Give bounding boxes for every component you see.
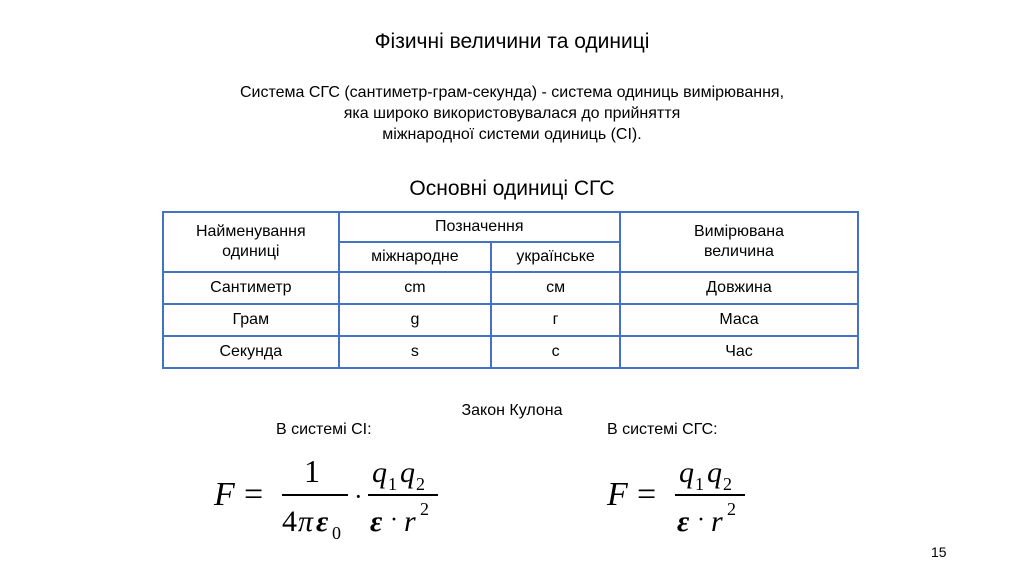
formula-cgs-q2-sub: 2 — [723, 474, 732, 494]
formula-si-q2-sub: 2 — [416, 474, 425, 494]
slide-title: Фізичні величини та одиниці — [374, 30, 650, 53]
header-quantity — [620, 212, 858, 272]
formula-cgs-q2: q — [707, 456, 722, 489]
formula-si-eq: = — [244, 476, 264, 513]
header-international: міжнародне — [339, 242, 492, 272]
formula-si-lhs: F — [214, 476, 235, 513]
formula-si — [212, 447, 452, 552]
formula-si-den1-eps: ε — [316, 505, 329, 538]
intro-text — [0, 82, 1024, 145]
cell-quantity: Час — [620, 336, 858, 368]
formula-si-den1-4: 4 — [282, 505, 297, 538]
formula-cgs-q1-sub: 1 — [695, 474, 704, 494]
table-row — [163, 272, 858, 304]
header-designation: Позначення — [339, 212, 620, 242]
cell-intl: g — [339, 304, 492, 336]
cell-quantity: Довжина — [620, 272, 858, 304]
formula-si-num1: 1 — [304, 453, 320, 489]
cgs-units-table — [162, 211, 859, 369]
cgs-system-label: В системі СГС: — [607, 421, 718, 438]
formula-si-q1: q — [372, 456, 387, 489]
formula-cgs-den-dot: · — [697, 507, 705, 533]
header-unit-name-line-1: Найменування — [195, 223, 306, 240]
formula-cgs-lhs: F — [607, 476, 628, 513]
cell-intl: cm — [339, 272, 492, 304]
cell-ukr: с — [491, 336, 620, 368]
formula-si-dot: · — [354, 482, 363, 511]
formula-si-den2-exp: 2 — [420, 499, 429, 519]
intro-line-1: Система СГС (сантиметр-грам-секунда) - система одиниць вимірювання, — [239, 84, 785, 101]
formula-cgs-den-eps: ε — [677, 505, 690, 538]
formula-si-q1-sub: 1 — [388, 474, 397, 494]
cell-ukr: г — [491, 304, 620, 336]
formula-si-den1-pi: π — [298, 505, 314, 538]
cell-ukr: см — [491, 272, 620, 304]
intro-line-2: яка широко використовувалася до прийняття — [343, 105, 681, 122]
si-system-label: В системі СІ: — [276, 421, 372, 438]
formula-si-q2: q — [400, 456, 415, 489]
formula-si-den2-r: r — [404, 505, 416, 538]
header-unit-name — [163, 212, 339, 272]
cell-unit-name: Сантиметр — [163, 272, 339, 304]
formula-cgs-den-exp: 2 — [727, 499, 736, 519]
formula-si-den2-eps: ε — [370, 505, 383, 538]
coulomb-law-title: Закон Кулона — [461, 402, 563, 419]
table-header-row-1 — [163, 212, 858, 242]
formula-si-den2-dot: · — [390, 507, 398, 533]
cell-quantity: Маса — [620, 304, 858, 336]
formula-si-den1-sub: 0 — [332, 523, 341, 543]
table-row — [163, 304, 858, 336]
cell-unit-name: Секунда — [163, 336, 339, 368]
header-ukrainian: українське — [491, 242, 620, 272]
formula-cgs-eq: = — [637, 476, 657, 513]
header-unit-name-line-2: одиниці — [222, 243, 280, 260]
cell-intl: s — [339, 336, 492, 368]
page-number: 15 — [931, 544, 947, 560]
intro-line-3: міжнародної системи одиниць (СІ). — [382, 126, 642, 143]
formula-cgs-q1: q — [679, 456, 694, 489]
formula-cgs-den-r: r — [711, 505, 723, 538]
table-row — [163, 336, 858, 368]
header-quantity-line-1: Вимірювана — [693, 223, 784, 240]
header-quantity-line-2: величина — [703, 243, 774, 260]
formula-cgs — [605, 447, 765, 552]
cell-unit-name: Грам — [163, 304, 339, 336]
table-subtitle: Основні одиниці СГС — [409, 177, 615, 200]
